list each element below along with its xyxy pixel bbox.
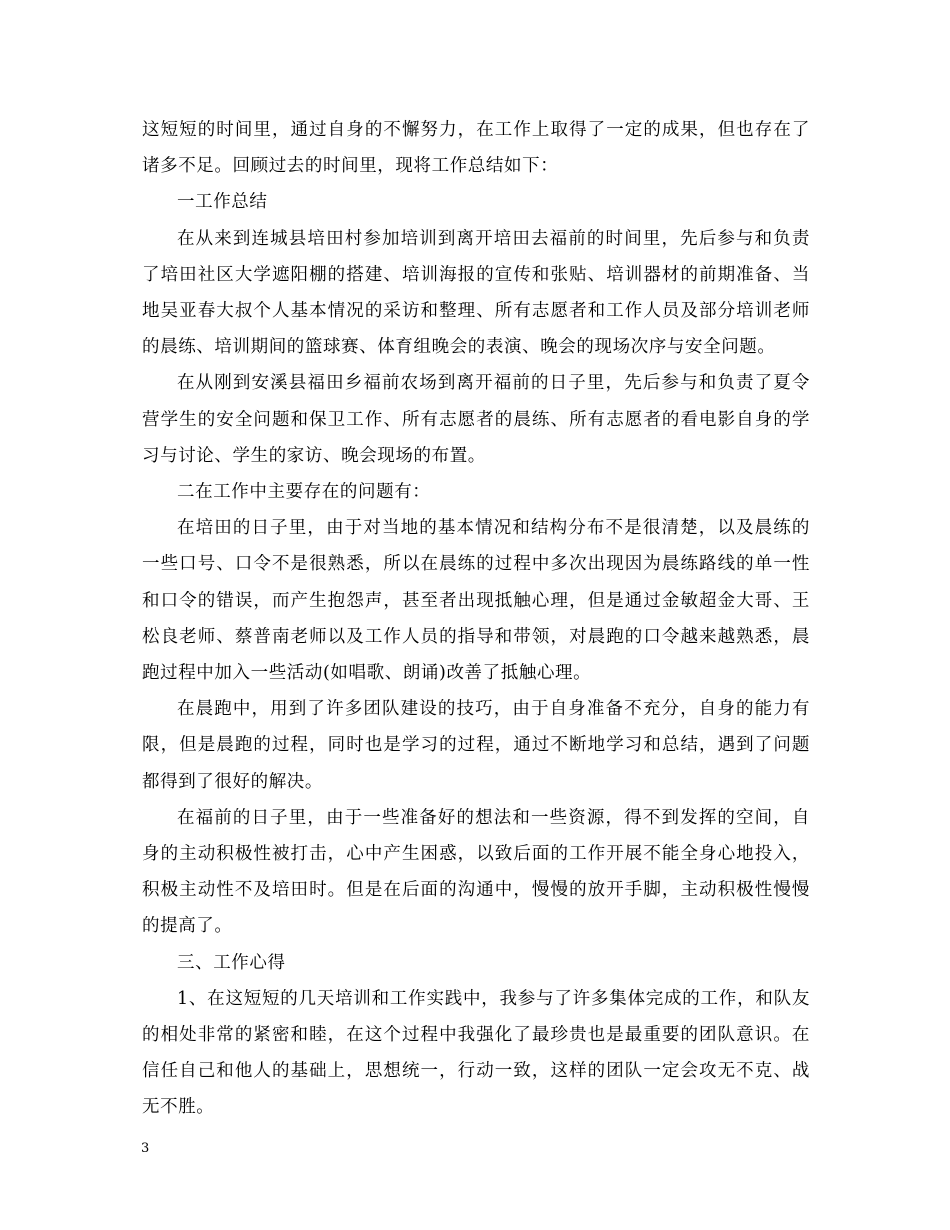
paragraph-insight-1: 1、在这短短的几天培训和工作实践中，我参与了许多集体完成的工作，和队友的相处非常的紧密和睦，在这个过程中我强化了最珍贵也是最重要的团队意识。在信任自己和他人的基础上，思想统一，行动一致，这样的团队一定会攻无不克、战无不胜。 [142,988,810,1118]
paragraph-peitian-problems: 在培田的日子里，由于对当地的基本情况和结构分布不是很清楚，以及晨练的一些口号、口令不是很熟悉，所以在晨练的过程中多次出现因为晨练路线的单一性和口令的错误，而产生抱怨声，甚至者出现抵触心理，但是通过金敏超金大哥、王松良老师、蔡普南老师以及工作人员的指导和带领，对晨跑的口令越来越熟悉，晨跑过程中加入一些活动(如唱歌、朗诵)改善了抵触心理。 [142,518,810,684]
paragraph-fuqian-problems: 在福前的日子里，由于一些准备好的想法和一些资源，得不到发挥的空间，自身的主动积极性被打击，心中产生困惑，以致后面的工作开展不能全身心地投入，积极主动性不及培田时。但是在后面的沟通中，慢慢的放开手脚，主动积极性慢慢的提高了。 [142,807,810,937]
paragraph-intro: 这短短的时间里，通过自身的不懈努力，在工作上取得了一定的成果，但也存在了诸多不足。回顾过去的时间里，现将工作总结如下： [142,120,810,177]
paragraph-peitian-work: 在从来到连城县培田村参加培训到离开培田去福前的时间里，先后参与和负责了培田社区大学遮阳棚的搭建、培训海报的宣传和张贴、培训器材的前期准备、当地吴亚春大叔个人基本情况的采访和整理、所有志愿者和工作人员及部分培训老师的晨练、培训期间的篮球赛、体育组晚会的表演、晚会的现场次序与安全问题。 [142,228,810,358]
paragraph-morning-run: 在晨跑中，用到了许多团队建设的技巧，由于自身准备不充分，自身的能力有限，但是晨跑的过程，同时也是学习的过程，通过不断地学习和总结，遇到了问题都得到了很好的解决。 [142,699,810,792]
page-number: 3 [141,1141,150,1156]
paragraph-fuqian-work: 在从刚到安溪县福田乡福前农场到离开福前的日子里，先后参与和负责了夏令营学生的安全问题和保卫工作、所有志愿者的晨练、所有志愿者的看电影自身的学习与讨论、学生的家访、晚会现场的布置。 [142,373,810,466]
document-body [142,112,810,1126]
heading-work-insights: 三、工作心得 [177,952,286,973]
heading-work-summary: 一工作总结 [177,192,268,213]
heading-problems: 二在工作中主要存在的问题有： [177,482,431,503]
